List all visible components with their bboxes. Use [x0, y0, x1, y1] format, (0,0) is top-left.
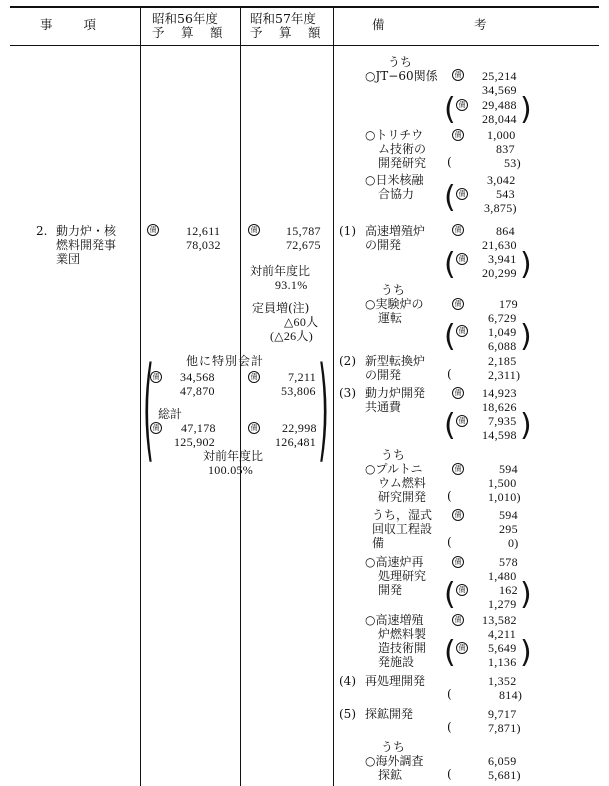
jikken-name-2: 運転	[378, 311, 403, 325]
total-label: 総計	[158, 407, 183, 421]
paren-open: (	[447, 367, 452, 381]
uchi-label: うち	[381, 448, 406, 462]
nichibei-v3: 3,875)	[484, 201, 517, 215]
bond-mark: 債	[456, 186, 469, 200]
kaigai-name-2: 探鉱	[378, 768, 403, 782]
paren-close: )	[520, 319, 532, 354]
jt60-v4: 28,044	[482, 112, 517, 126]
item3-v1: 14,923	[482, 386, 517, 400]
nichibei-v2: 543	[496, 187, 515, 201]
kaigai-v2: 5,681)	[488, 768, 521, 782]
jikken-v4: 6,088	[488, 339, 517, 353]
item1-v2: 21,630	[482, 238, 517, 252]
item3-v4: 14,598	[482, 428, 517, 442]
item4-v2: 814)	[499, 688, 523, 702]
saishori-name-1: ○高速炉再	[365, 555, 424, 569]
paren-open: (	[447, 155, 452, 169]
header-56-line2: 予 算 額	[152, 25, 225, 40]
header-rule	[10, 45, 599, 46]
shisshiki-name-2: 回収工程設	[372, 522, 433, 536]
bond-mark: 債	[456, 582, 469, 596]
bond-mark: 債	[456, 413, 469, 427]
total-t1: 47,178	[181, 421, 216, 435]
uchi-label: うち	[381, 740, 406, 754]
bond-mark: 債	[248, 420, 261, 434]
paren-close: )	[520, 635, 532, 670]
saishori-v2: 1,480	[488, 569, 517, 583]
left-bracket: (	[143, 344, 154, 474]
shisshiki-v3: 0)	[508, 536, 519, 550]
item-name-2: 燃料開発事	[56, 238, 117, 252]
staff-2: (△26人)	[270, 329, 314, 343]
saishori-v3: 162	[499, 583, 518, 597]
item3-name-1: 動力炉開発	[365, 386, 426, 400]
nichibei-name-2: 合協力	[378, 187, 415, 201]
paren-open: (	[444, 180, 456, 215]
v56-1: 12,611	[186, 224, 221, 238]
nenryo-name-3: 造技術開	[378, 641, 427, 655]
saishori-v1: 578	[499, 555, 518, 569]
bond-mark: 債	[150, 369, 163, 383]
paren-open: (	[444, 408, 456, 443]
total-ratio-label: 対前年度比	[203, 449, 264, 463]
item4-name: 再処理開発	[365, 674, 426, 688]
paren-open: (	[444, 92, 456, 127]
paren-close: )	[520, 577, 532, 612]
item2-no: (2)	[339, 354, 356, 368]
jikken-v3: 1,049	[488, 325, 517, 339]
special-b2: 53,806	[281, 384, 316, 398]
shisshiki-name-3: 備	[372, 536, 385, 550]
bond-mark: 債	[452, 385, 465, 399]
bond-mark: 債	[456, 251, 469, 265]
item1-no: (1)	[339, 224, 356, 238]
pu-v2: 1,500	[488, 476, 517, 490]
paren-close: )	[520, 408, 532, 443]
tritium-name-3: 開発研究	[378, 156, 427, 170]
item-name-3: 業団	[56, 252, 81, 266]
jikken-name-1: ○実験炉の	[365, 297, 424, 311]
shisshiki-name-1: うち，湿式	[372, 508, 433, 522]
header-56-line1: 昭和56年度	[152, 11, 218, 26]
item3-v3: 7,935	[488, 414, 517, 428]
jikken-v1: 179	[499, 297, 518, 311]
header-57-line1: 昭和57年度	[250, 11, 316, 26]
tritium-v3: 53)	[504, 156, 521, 170]
pu-name-2: ウム燃料	[378, 476, 426, 490]
pu-name-1: ○プルトニ	[365, 462, 423, 476]
item2-v1: 2,185	[488, 354, 517, 368]
tritium-v1: 1,000	[487, 128, 516, 142]
staff-label: 定員増(注)	[252, 301, 310, 315]
pu-name-3: 研究開発	[378, 490, 427, 504]
special-a2: 47,870	[180, 384, 215, 398]
item-number: 2.	[36, 224, 48, 238]
bond-mark: 債	[452, 612, 465, 626]
paren-open: (	[447, 767, 452, 781]
jt60-v3: 29,488	[482, 98, 517, 112]
saishori-v4: 1,279	[488, 597, 517, 611]
bond-mark: 債	[452, 507, 465, 521]
nenryo-name-1: ○高速増殖	[365, 613, 424, 627]
v57-1: 15,787	[286, 224, 321, 238]
bond-mark: 債	[150, 420, 163, 434]
bond-mark: 債	[248, 369, 261, 383]
paren-open: (	[444, 577, 456, 612]
item3-no: (3)	[339, 386, 356, 400]
nichibei-name-1: ○日米核融	[365, 173, 424, 187]
header-remarks-2: 考	[474, 17, 489, 32]
paren-open: (	[444, 635, 456, 670]
bond-mark: 債	[456, 640, 469, 654]
jt60-v1: 25,214	[482, 69, 517, 83]
jt60-v2: 34,569	[482, 83, 517, 97]
item3-v2: 18,626	[482, 400, 517, 414]
bond-mark: 債	[452, 296, 465, 310]
item2-name-1: 新型転換炉	[365, 354, 426, 368]
kaigai-v1: 6,059	[488, 754, 517, 768]
special-a1: 34,568	[180, 370, 215, 384]
tritium-v2: 837	[496, 142, 515, 156]
jt60-name: ○JT−60関係	[365, 69, 438, 83]
bond-mark: 債	[452, 554, 465, 568]
uchi-label: うち	[381, 283, 406, 297]
v57-2: 72,675	[286, 238, 321, 252]
col-divider-3	[333, 6, 334, 786]
paren-open: (	[444, 247, 456, 282]
item3-name-2: 共通費	[365, 400, 402, 414]
header-remarks-1: 備	[372, 17, 387, 32]
paren-open: (	[447, 687, 452, 701]
item4-no: (4)	[339, 674, 356, 688]
bond-mark: 債	[147, 222, 160, 236]
right-bracket: )	[318, 344, 329, 474]
kaigai-name-1: ○海外調査	[365, 754, 424, 768]
bond-mark: 債	[452, 222, 465, 236]
item2-v2: 2,311)	[488, 368, 521, 382]
bond-mark: 債	[452, 461, 465, 475]
bond-mark: 債	[452, 67, 465, 81]
item1-v1: 864	[496, 224, 515, 238]
paren-close: )	[520, 92, 532, 127]
jikken-v2: 6,729	[488, 311, 517, 325]
staff-1: △60人	[284, 315, 319, 329]
nenryo-v1: 13,582	[482, 613, 517, 627]
shisshiki-v1: 594	[499, 508, 518, 522]
pu-v1: 594	[499, 462, 518, 476]
bond-mark: 債	[456, 97, 469, 111]
col-divider-1	[140, 6, 141, 786]
item1-name-1: 高速増殖炉	[365, 224, 426, 238]
saishori-name-3: 開発	[378, 583, 403, 597]
bond-mark: 債	[452, 127, 465, 141]
item2-name-2: の開発	[365, 368, 402, 382]
paren-open: (	[447, 720, 452, 734]
saishori-name-2: 処理研究	[378, 569, 427, 583]
v56-2: 78,032	[186, 238, 221, 252]
item5-v1: 9,717	[488, 707, 517, 721]
shisshiki-v2: 295	[499, 522, 518, 536]
special-b1: 7,211	[288, 370, 317, 384]
total-ratio-value: 100.05%	[208, 463, 254, 477]
nenryo-v2: 4,211	[488, 627, 517, 641]
nenryo-v4: 1,136	[488, 655, 517, 669]
nenryo-name-4: 発施設	[378, 655, 415, 669]
total-u1: 22,998	[282, 421, 317, 435]
item5-name: 探鉱開発	[365, 707, 414, 721]
tritium-name-2: ム技術の	[378, 142, 427, 156]
nenryo-name-2: 炉燃料製	[378, 627, 427, 641]
header-item: 事 項	[40, 17, 99, 32]
bond-mark: 債	[456, 323, 469, 337]
special-label: 他に特別会計	[186, 354, 265, 368]
item1-v4: 20,299	[482, 266, 517, 280]
nichibei-v1: 3,042	[487, 173, 516, 187]
uchi-label: うち	[388, 55, 413, 69]
pu-v3: 1,010)	[488, 490, 521, 504]
paren-close: )	[520, 247, 532, 282]
header-57-line2: 予 算 額	[250, 25, 323, 40]
total-t2: 125,902	[174, 435, 216, 449]
item-name-1: 動力炉・核	[56, 224, 117, 238]
col-divider-2	[240, 6, 241, 786]
paren-open: (	[444, 319, 456, 354]
item5-no: (5)	[339, 707, 356, 721]
tritium-name-1: ○トリチウ	[365, 128, 424, 142]
item4-v1: 1,352	[488, 674, 517, 688]
item1-name-2: の開発	[365, 238, 402, 252]
paren-open: (	[447, 535, 452, 549]
paren-open: (	[447, 489, 452, 503]
top-rule	[10, 6, 599, 8]
nenryo-v3: 5,649	[488, 641, 517, 655]
item1-v3: 3,941	[488, 252, 517, 266]
bond-mark: 債	[248, 222, 261, 236]
ratio-label: 対前年度比	[250, 264, 311, 278]
total-u2: 126,481	[275, 435, 317, 449]
ratio-value: 93.1%	[275, 278, 308, 292]
item5-v2: 7,871)	[488, 721, 521, 735]
